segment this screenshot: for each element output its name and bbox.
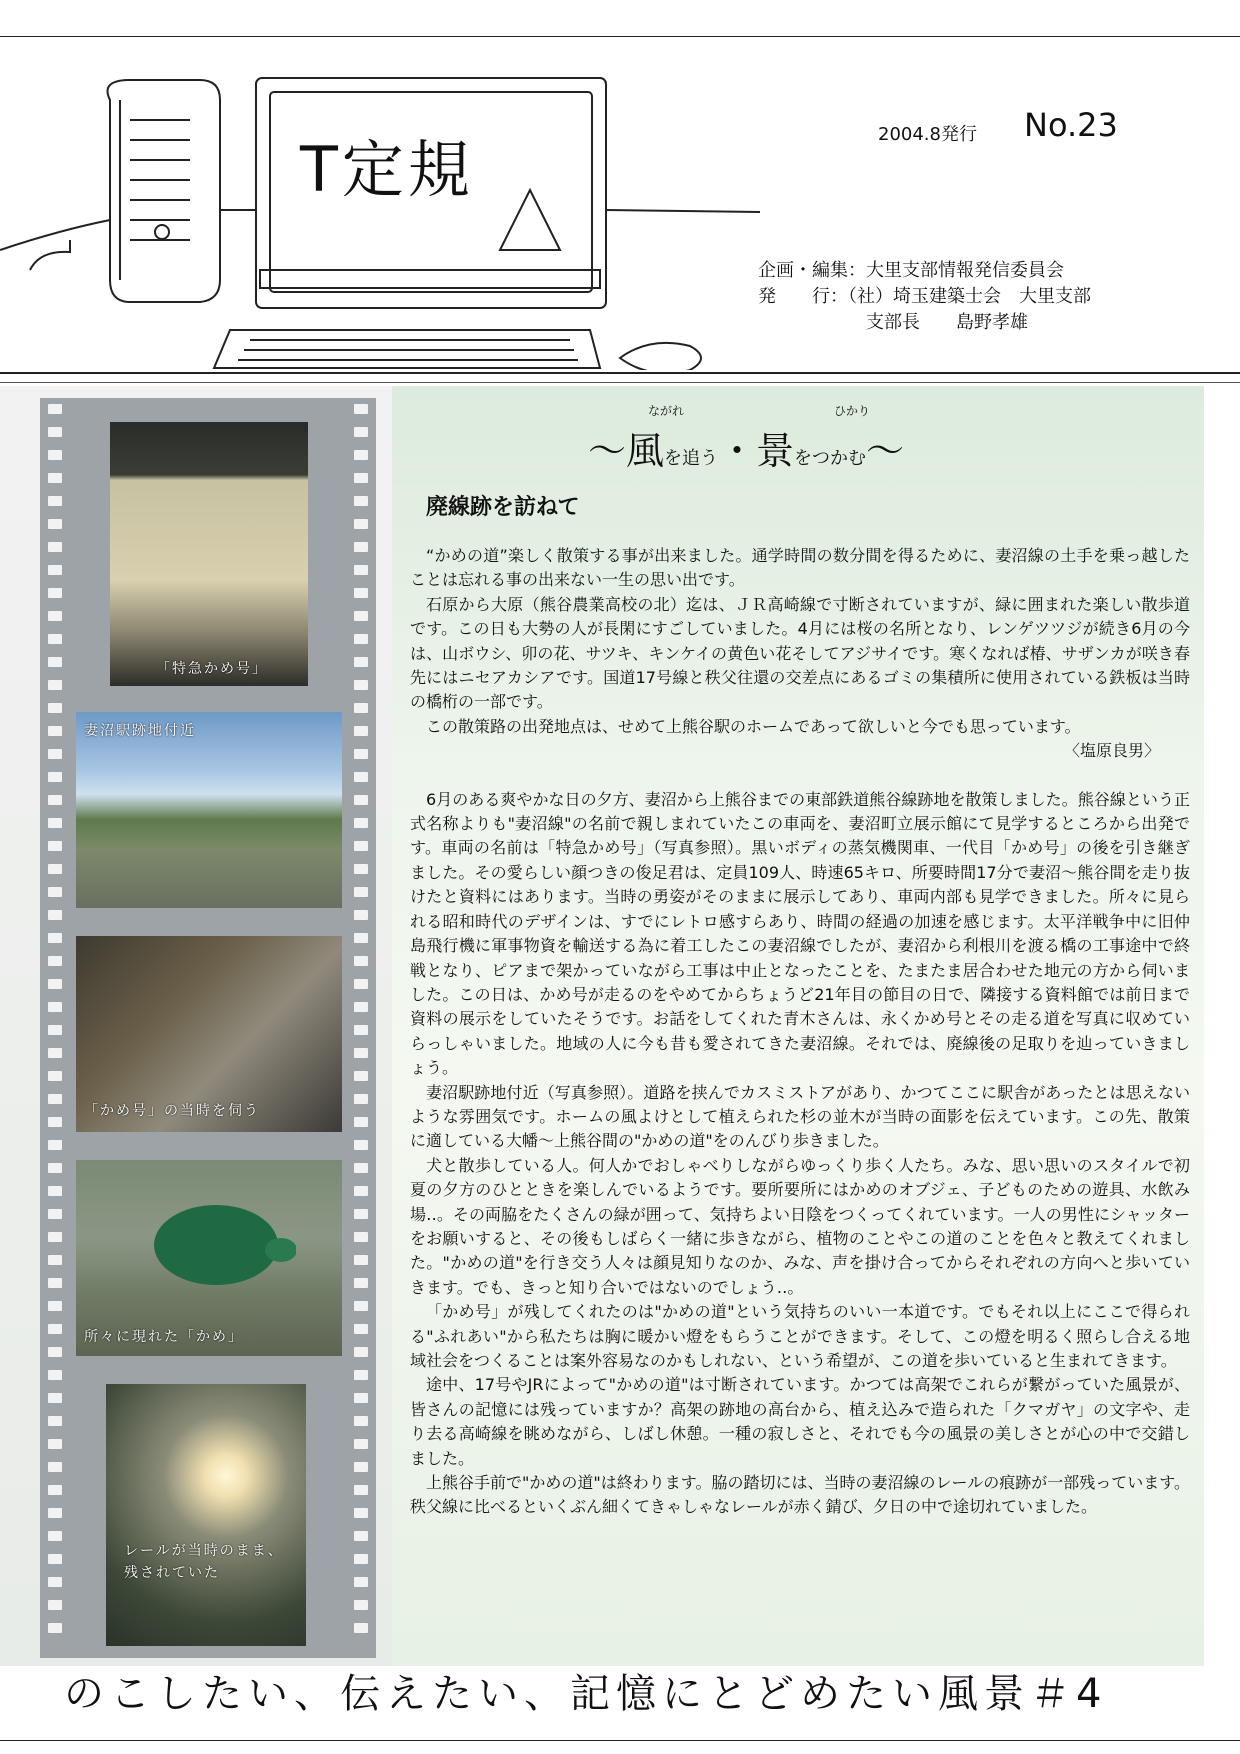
film-sprocket-hole: [354, 1577, 368, 1587]
film-sprocket-hole: [48, 1485, 62, 1495]
film-sprocket-hole: [354, 1209, 368, 1219]
film-sprocket-hole: [48, 404, 62, 414]
film-sprocket-hole: [48, 1347, 62, 1357]
film-sprocket-hole: [354, 1324, 368, 1334]
film-sprocket-hole: [48, 1577, 62, 1587]
film-sprocket-hole: [354, 634, 368, 644]
film-sprocket-hole: [354, 588, 368, 598]
film-sprocket-hole: [354, 1347, 368, 1357]
film-sprocket-hole: [48, 726, 62, 736]
photo-caption: 所々に現れた「かめ」: [84, 1329, 244, 1345]
film-sprocket-hole: [354, 956, 368, 966]
top-rule: [0, 36, 1240, 37]
film-sprocket-hole: [48, 680, 62, 690]
film-sprocket-hole: [354, 1554, 368, 1564]
film-sprocket-hole: [354, 795, 368, 805]
film-sprocket-hole: [354, 473, 368, 483]
film-sprocket-hole: [354, 1232, 368, 1242]
film-sprocket-hole: [48, 864, 62, 874]
film-sprocket-hole: [354, 427, 368, 437]
film-sprocket-hole: [354, 933, 368, 943]
film-sprocket-hole: [48, 1324, 62, 1334]
film-sprocket-hole: [48, 1117, 62, 1127]
credit-line: 発 行：（社）埼玉建築士会 大里支部: [758, 286, 1091, 307]
film-sprocket-hole: [48, 657, 62, 667]
film-sprockets-right: [354, 404, 368, 1652]
paragraph: 犬と散歩している人。何人かでおしゃべりしながらゆっくり歩く人たち。みな、思い思いのスタイルで初夏の夕方のひとときを楽しんでいるようです。要所要所にはかめのオブジェ、子どものための遊具、水飲み場‥。その両脇をたくさんの緑が囲って、気持ちよい日陰をつくってくれています。一人の男性にシャッターをお願いすると、その後もしばらく一緒に歩きながら、植物のことやこの道のことを色々と教えてくれました。"かめの道"を行き交う人々は顔見知りなのか、みな、声を掛け合ってからそれぞれの方向へと歩いていきます。でも、きっと知り合いではないのでしょう‥。: [410, 1155, 1190, 1297]
film-sprocket-hole: [48, 772, 62, 782]
paragraph: “かめの道”楽しく散策する事が出来ました。通学時間の数分間を得るために、妻沼線の土手を乗っ越したことは忘れる事の出来ない一生の思い出です。: [410, 546, 1190, 590]
film-sprocket-hole: [48, 979, 62, 989]
film-sprocket-hole: [354, 1140, 368, 1150]
film-sprocket-hole: [354, 1600, 368, 1610]
film-sprocket-hole: [354, 1485, 368, 1495]
photo-caption: 妻沼駅跡地付近: [84, 723, 196, 739]
film-sprocket-hole: [354, 979, 368, 989]
paragraph-gap: [410, 764, 1190, 788]
film-sprocket-hole: [354, 703, 368, 713]
photo-interview: [76, 936, 342, 1132]
film-sprocket-hole: [354, 1301, 368, 1311]
credit-line: 企画・編集：大里支部情報発信委員会: [758, 260, 1064, 281]
paragraph: 6月のある爽やかな日の夕方、妻沼から上熊谷までの東部鉄道熊谷線跡地を散策しました。熊谷線という正式名称よりも"妻沼線"の名前で親しまれていたこの車両を、妻沼町立展示館にて見学するところから出発です。車両の名前は「特急かめ号」（写真参照）。黒いボディの蒸気機関車、一代目「かめ号」の後を引き継ぎました。その愛らしい顔つきの俊足君は、定員109人、時速65キロ、所要時間17分で妻沼～熊谷間を走り抜けたと資料にはあります。当時の勇姿がそのままに展示してあり、車両内部も見学できました。所々に見られる昭和時代のデザインは、すでにレトロ感すらあり、時間の経過の加速を感じます。太平洋戦争中に旧仲島飛行機に軍事物資を輸送する為に着工したこの妻沼線でしたが、妻沼から利根川を渡る橋の工事途中で終戦となり、ピアまで架かっていながら工事は中止となったことを、たまたま居合わせた地元の方から伺いました。この日は、かめ号が走るのをやめてからちょうど21年目の節目の日で、隣接する資料館では前日まで資料の展示をしていたそうです。お話をしてくれた青木さんは、永くかめ号とその走る道を写真に収めていらっしゃいました。地域の人に今も昔も愛されてきた妻沼線。それでは、廃線後の足取りを辿っていきましょう。: [410, 789, 1190, 1078]
film-sprocket-hole: [48, 1140, 62, 1150]
film-sprocket-hole: [354, 1094, 368, 1104]
film-sprocket-hole: [354, 841, 368, 851]
film-sprocket-hole: [354, 1462, 368, 1472]
paragraph: 妻沼駅跡地付近（写真参照）。道路を挟んでカスミストアがあり、かつてここに駅舎があったとは思えないような雰囲気です。ホームの風よけとして植えられた杉の並木が当時の面影を伝えています。この先、散策に適している大幡～上熊谷間の"かめの道"をのんびり歩きました。: [410, 1082, 1190, 1151]
film-sprocket-hole: [48, 1600, 62, 1610]
photo-railway: [106, 1384, 306, 1646]
film-sprocket-hole: [354, 864, 368, 874]
paragraph: 上熊谷手前で"かめの道"は終わります。脇の踏切には、当時の妻沼線のレールの痕跡が一部残っています。秩父線に比べるといくぶん細くてきゃしゃなレールが赤く錆び、夕日の中で途切れていました。: [410, 1473, 1190, 1517]
film-sprocket-hole: [354, 887, 368, 897]
film-sprocket-hole: [48, 1002, 62, 1012]
film-sprocket-hole: [354, 1117, 368, 1127]
film-sprocket-hole: [48, 1048, 62, 1058]
film-sprocket-hole: [48, 1163, 62, 1173]
film-sprocket-hole: [354, 1002, 368, 1012]
photo-caption: 残されていた: [124, 1565, 220, 1581]
film-sprocket-hole: [48, 473, 62, 483]
film-sprocket-hole: [48, 795, 62, 805]
paragraph: 石原から大原（熊谷農業高校の北）迄は、ＪＲ高崎線で寸断されていますが、緑に囲まれた楽しい散歩道です。この日も大勢の人が長閑にすごしていました。4月には桜の名所となり、レンゲツツジが続き6月の今は、山ボウシ、卯の花、サツキ、キンケイの黄色い花そしてアジサイです。寒くなれば椿、サザンカが咲き春先にはニセアカシアです。国道17号線と秩父往還の交差点にあるゴミの集積所に使用されている鉄板は当時の橋桁の一部です。: [410, 594, 1190, 712]
film-sprocket-hole: [354, 1071, 368, 1081]
film-sprocket-hole: [48, 588, 62, 598]
film-sprocket-hole: [48, 1554, 62, 1564]
bottom-rule: [0, 1740, 1240, 1741]
film-sprocket-hole: [354, 726, 368, 736]
footer-slogan: のこしたい、伝えたい、記憶にとどめたい風景＃4: [64, 1671, 1108, 1717]
heading-part: ～: [866, 429, 905, 473]
film-sprocket-hole: [48, 749, 62, 759]
author-signature: 〈塩原良男〉: [1063, 741, 1160, 761]
photo-station-site: [76, 712, 342, 908]
heading-part: ～風: [588, 429, 665, 473]
paragraph: 途中、17号やJRによって"かめの道"は寸断されています。かつては高架でこれらが繋がっていた風景が、皆さんの記憶には残っていますか？高架の跡地の高台から、植え込みで造られた「クマガヤ」の文字や、走り去る高崎線を眺めながら、しばし休憩。一種の寂しさと、それでも今の風景の美しさとが心の中で交錯しました。: [410, 1375, 1190, 1468]
film-sprocket-hole: [354, 496, 368, 506]
film-sprocket-hole: [48, 933, 62, 943]
film-sprocket-hole: [48, 1393, 62, 1403]
film-sprocket-hole: [354, 519, 368, 529]
film-sprocket-hole: [48, 1186, 62, 1196]
film-sprocket-hole: [354, 680, 368, 690]
film-sprocket-hole: [354, 1508, 368, 1518]
film-sprocket-hole: [354, 910, 368, 920]
film-sprocket-hole: [48, 1301, 62, 1311]
masthead-rule: [0, 372, 1240, 374]
film-sprocket-hole: [354, 1416, 368, 1426]
film-sprocket-hole: [48, 1094, 62, 1104]
film-sprocket-hole: [354, 611, 368, 621]
film-sprockets-left: [48, 404, 62, 1652]
photo-train: [110, 422, 308, 686]
film-sprocket-hole: [48, 1025, 62, 1035]
issue-date: 2004.8発行: [878, 124, 977, 145]
turtle-shape: [136, 1190, 296, 1300]
credit-line: 支部長 島野孝雄: [758, 312, 1028, 333]
film-sprocket-hole: [354, 1278, 368, 1288]
section-title: 廃線跡を訪ねて: [426, 495, 580, 520]
photo-caption: 「特急かめ号」: [156, 661, 268, 677]
film-sprocket-hole: [354, 1439, 368, 1449]
photo-turtle-statue: [76, 1160, 342, 1356]
film-sprocket-hole: [354, 450, 368, 460]
film-sprocket-hole: [354, 1186, 368, 1196]
film-sprocket-hole: [48, 1531, 62, 1541]
film-sprocket-hole: [48, 1508, 62, 1518]
article-body: [410, 544, 1190, 1520]
film-sprocket-hole: [48, 519, 62, 529]
film-sprocket-hole: [48, 1278, 62, 1288]
film-sprocket-hole: [48, 1623, 62, 1633]
film-sprocket-hole: [354, 818, 368, 828]
film-sprocket-hole: [48, 565, 62, 575]
film-sprocket-hole: [48, 703, 62, 713]
film-sprocket-hole: [354, 1531, 368, 1541]
film-sprocket-hole: [354, 1025, 368, 1035]
heading-part: ・景: [718, 429, 795, 473]
film-sprocket-hole: [48, 887, 62, 897]
film-sprocket-hole: [354, 657, 368, 667]
film-sprocket-hole: [354, 749, 368, 759]
film-sprocket-hole: [48, 450, 62, 460]
photo-caption: レールが当時のまま、: [124, 1543, 284, 1559]
film-sprocket-hole: [354, 404, 368, 414]
film-sprocket-hole: [354, 565, 368, 575]
film-sprocket-hole: [48, 1232, 62, 1242]
film-sprocket-hole: [48, 1416, 62, 1426]
photo-caption: 「かめ号」の当時を伺う: [84, 1103, 260, 1119]
film-sprocket-hole: [354, 1255, 368, 1265]
film-sprocket-hole: [48, 496, 62, 506]
film-sprocket-hole: [48, 611, 62, 621]
film-sprocket-hole: [48, 1370, 62, 1380]
film-sprocket-hole: [354, 1393, 368, 1403]
film-sprocket-hole: [354, 1623, 368, 1633]
issue-number: No.23: [1024, 106, 1118, 144]
film-sprocket-hole: [354, 772, 368, 782]
film-sprocket-hole: [354, 1048, 368, 1058]
heading-part: を追う: [664, 448, 719, 469]
newsletter-title: T定規: [300, 133, 474, 206]
paragraph: この散策路の出発地点は、せめて上熊谷駅のホームであって欲しいと今でも思っています。: [426, 716, 1081, 736]
film-sprocket-hole: [354, 1370, 368, 1380]
film-sprocket-hole: [354, 1163, 368, 1173]
film-sprocket-hole: [48, 542, 62, 552]
film-sprocket-hole: [48, 1439, 62, 1449]
film-sprocket-hole: [48, 1462, 62, 1472]
film-sprocket-hole: [48, 956, 62, 966]
feature-heading: [588, 420, 904, 475]
paragraph: 「かめ号」が残してくれたのは"かめの道"という気持ちのいい一本道です。でもそれ以上にここで得られる"ふれあい"から私たちは胸に暖かい燈をもらうことができます。そして、この燈を明るく照らし合える地域社会をつくることは案外容易なのかもしれない、という希望が、この道を歩いていると生まれてきます。: [410, 1302, 1190, 1370]
heading-ruby: ひかり: [834, 404, 871, 418]
film-sprocket-hole: [48, 634, 62, 644]
film-sprocket-hole: [48, 1071, 62, 1081]
film-sprocket-hole: [48, 1255, 62, 1265]
film-sprocket-hole: [48, 841, 62, 851]
credits: [758, 258, 1091, 336]
film-sprocket-hole: [48, 910, 62, 920]
film-sprocket-hole: [48, 818, 62, 828]
masthead-rule-thin: [0, 382, 1240, 383]
heading-part: をつかむ: [794, 448, 867, 469]
film-sprocket-hole: [48, 427, 62, 437]
film-sprocket-hole: [48, 1209, 62, 1219]
film-sprocket-hole: [354, 542, 368, 552]
heading-ruby: ながれ: [648, 404, 685, 418]
